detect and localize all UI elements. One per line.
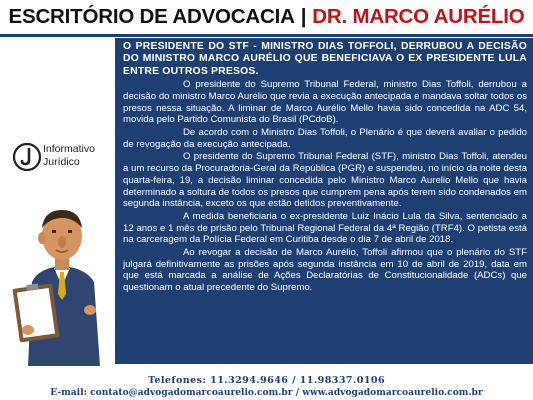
page-footer	[0, 368, 533, 400]
article-paragraph: O presidente do Supremo Tribunal Federal (STF), ministro Dias Toffoli, atendeu a um recurso da Procuradoria-Geral da República (PGR) e suspendeu, no início da noite desta quarta-feira, 19, a decisão liminar concedida pelo Ministro Marco Aurelio Mello que havia determinado a soltura de todos os presos que cumprem pena após terem sido condenados em segunda instância, exceto os que estão detidos preventivamente.	[123, 151, 527, 210]
footer-phones: Telefones: 11.3294.9646 / 11.98337.0106	[147, 375, 386, 386]
logo-line-2: Jurídico	[43, 155, 80, 168]
page-header	[0, 0, 533, 34]
header-lawyer-name: DR. MARCO AURÉLIO	[312, 5, 525, 28]
article-paragraph: O presidente do Supremo Tribunal Federal, ministro Dias Toffoli, derrubou a decisão do ministro Marco Aurélio que revia a execução antecipada e mandava soltar todos os presos nessa situação. A liminar de Marco Aurélio Mello havia sido concedida na ADC 54, movida pelo Partido Comunista do Brasil (PCdoB).	[123, 79, 527, 126]
header-separator: |	[300, 5, 307, 28]
footer-email-website: E-mail: contato@advogadomarcoaurelio.com.br / www.advogadomarcoaurelio.com.br	[50, 387, 483, 398]
informativo-juridico-logo	[12, 140, 107, 174]
logo-line-1: Informativo	[43, 143, 95, 155]
header-office-title: ESCRITÓRIO DE ADVOCACIA	[8, 5, 295, 28]
article-paragraph: Ao revogar a decisão de Marco Aurélio, Toffoli afirmou que o plenário do STF julgará definitivamente as prisões após segunda instância em 10 de abril de 2019, data em que está marcada a análise de Ações Declaratórias de Constitucionalidade (ADCs) que questionam o atual precedente do Supremo.	[123, 247, 527, 294]
article-paragraph: A medida beneficiaria o ex-presidente Luiz Inácio Lula da Silva, sentenciado a 12 anos e 1 mês de prisão pelo Tribunal Regional Federal da 4ª Região (TRF4). O petista está na carceragem da Polícia Federal em Curitiba desde o dia 7 de abril de 2018.	[123, 210, 527, 246]
lawyer-with-clipboard-figure	[8, 190, 116, 368]
article-panel	[115, 38, 533, 364]
logo-text	[43, 143, 95, 168]
article-headline: O PRESIDENTE DO STF - MINISTRO DIAS TOFFOLI, DERRUBOU A DECISÃO DO MINISTRO MARCO AURÉLIO QUE BENEFICIAVA O EX PRESIDENTE LULA ENTRE OUTROS PRESOS.	[123, 41, 527, 77]
logo-j-icon	[12, 142, 42, 172]
header-divider	[0, 34, 533, 37]
article-paragraph: De acordo com o Ministro Dias Toffoli, o Plenário é que deverá avaliar o pedido de revogação da execução antecipada.	[123, 127, 527, 150]
